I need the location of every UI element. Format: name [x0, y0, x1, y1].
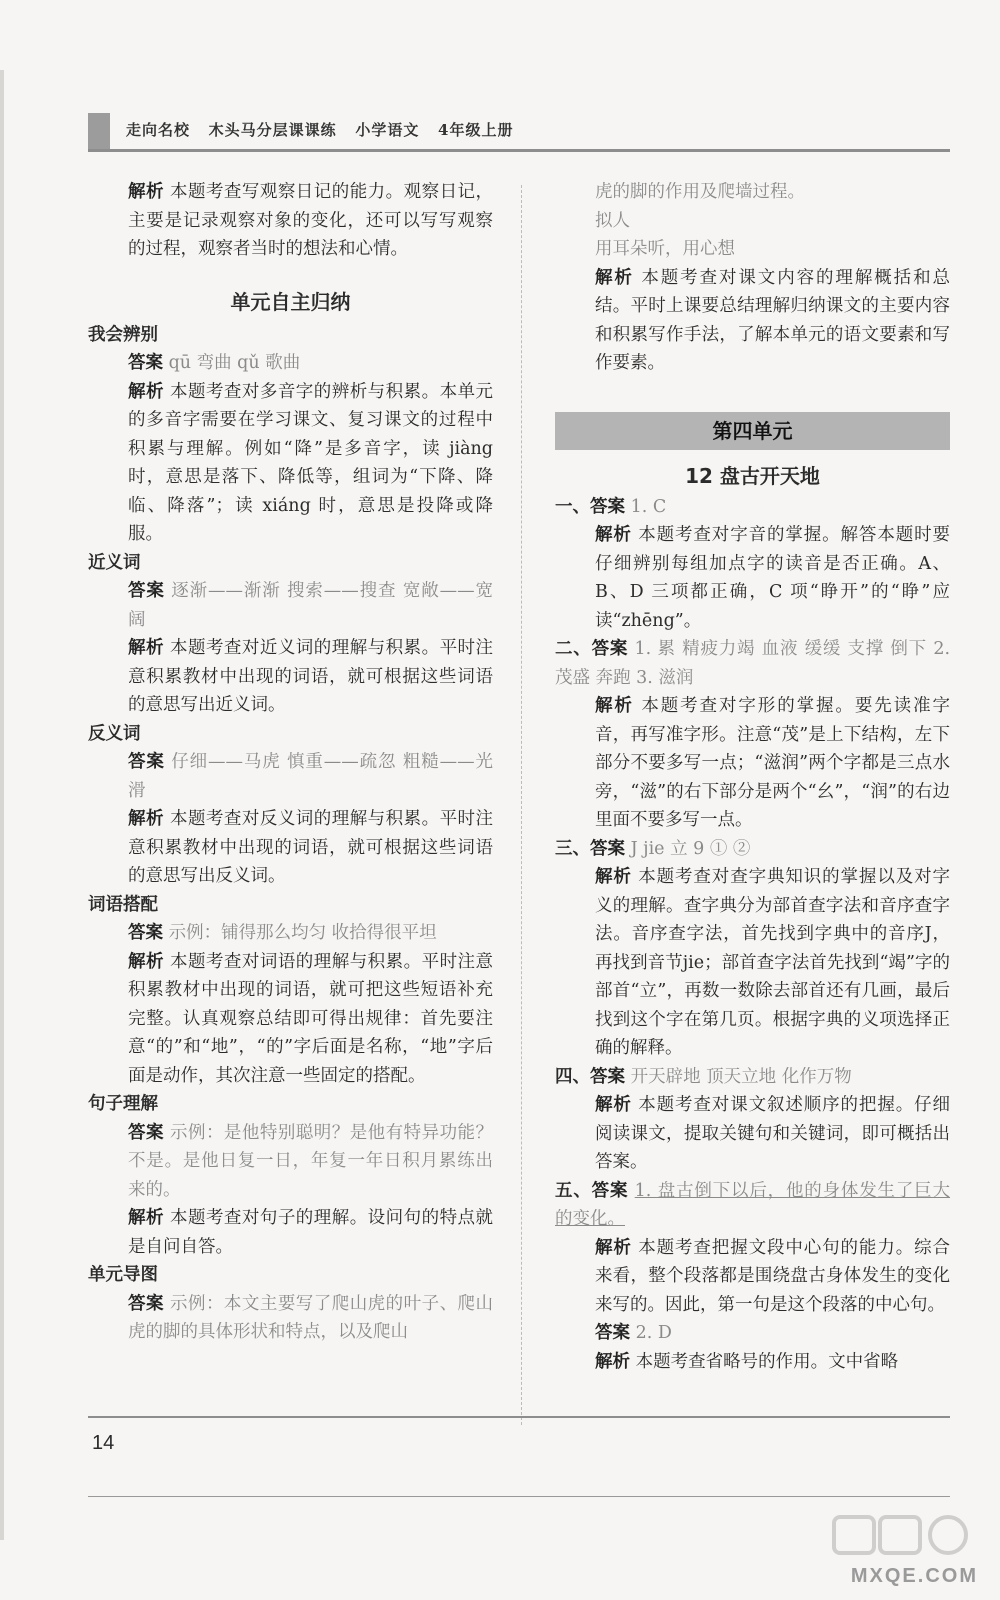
intro-paragraph	[88, 178, 493, 264]
section-title: 句子理解	[88, 1094, 158, 1114]
answer-line	[555, 635, 950, 692]
explanation-label: 解析	[128, 182, 164, 202]
explanation-text: 本题考查对近义词的理解与积累。平时注意积累教材中出现的词语，就可根据这些词语的意思写出近义词。	[128, 638, 494, 715]
explanation-text: 本题考查对字音的掌握。解答本题时要仔细辨别每组加点字的读音是否正确。A、B、D 三项都正确，C 项“睁开”的“睁”应读“zhēng”。	[595, 525, 950, 631]
question-number: 四、	[555, 1066, 590, 1087]
page-header	[88, 113, 950, 153]
lesson-title: 12 盘古开天地	[685, 463, 820, 488]
explanation-text: 本题考查对查字典知识的掌握以及对字义的理解。查字典分为部首查字法和音序查字法。音序查字法，首先找到字典中的音序J，再找到音节jie；部首查字法首先找到“竭”字的部首“立”，再数一数除去部首还有几画，最后找到这个字在第几页。根据字典的义项选择正确的解释。	[595, 867, 950, 1058]
answer-text: 1. 盘古倒下以后，他的身体发生了巨大的变化。	[555, 1180, 951, 1229]
answer-label: 答案	[591, 639, 629, 659]
question-number: 五、	[555, 1180, 592, 1201]
answer-text: 2. D	[635, 1323, 672, 1343]
answer-line	[555, 1177, 950, 1234]
answer-label: 答案	[128, 581, 165, 601]
left-column	[88, 178, 493, 1347]
explanation-text: 本题考查对课文内容的理解概括和总结。平时上课要总结理解归纳课文的主要内容和积累写作手法，了解本单元的语文要素和写作要素。	[595, 267, 950, 373]
answer-label: 答案	[590, 496, 625, 517]
answer-text: 示例：是他特别聪明？是他有特异功能？不是。是他日复一日，年复一年日积月累练出来的。	[128, 1122, 494, 1200]
header-title: 走向名校 木头马分层课课练 小学语文 4年级上册	[126, 121, 514, 139]
section-title: 反义词	[88, 723, 141, 744]
right-column	[555, 178, 950, 1376]
answer-label: 答案	[590, 1066, 625, 1087]
explanation-label: 解析	[128, 1208, 164, 1228]
answer-continuation: 虎的脚的作用及爬墙过程。	[595, 182, 805, 202]
unit-summary-title: 单元自主归纳	[230, 289, 351, 314]
answer-text: 示例：铺得那么均匀 收拾得很平坦	[168, 923, 437, 943]
explanation-paragraph	[555, 1234, 950, 1320]
explanation-label: 解析	[595, 867, 632, 887]
header-rule	[88, 149, 950, 152]
bottom-rule	[88, 1496, 950, 1497]
answer-line	[555, 1319, 950, 1348]
explanation-text: 本题考查对句子的理解。设问句的特点就是自问自答。	[128, 1208, 494, 1257]
explanation-paragraph	[555, 692, 950, 835]
answer-label: 答案	[590, 838, 625, 859]
explanation-label: 解析	[128, 809, 164, 829]
explanation-paragraph	[88, 805, 493, 891]
explanation-label: 解析	[595, 1237, 632, 1258]
explanation-label: 解析	[595, 696, 634, 716]
section-title: 单元导图	[88, 1265, 158, 1285]
explanation-label: 解析	[128, 638, 164, 658]
answer-text: J jie 立 9 ① ②	[630, 838, 751, 859]
column-divider	[521, 185, 522, 1425]
answer-text: qū 弯曲 qǔ 歌曲	[168, 353, 301, 373]
explanation-paragraph	[555, 863, 950, 1063]
section-title: 近义词	[88, 552, 141, 573]
explanation-paragraph	[555, 521, 950, 635]
header-marker	[88, 113, 110, 149]
answer-line	[88, 1290, 493, 1347]
answer-continuation: 用耳朵听，用心想	[595, 239, 735, 259]
answer-text: 1. 累 精疲力竭 血液 缓缓 支撑 倒下 2. 茂盛 奔跑 3. 滋润	[555, 639, 951, 688]
answer-line	[88, 748, 493, 805]
explanation-paragraph	[555, 1348, 950, 1377]
explanation-text: 本题考查对字形的掌握。要先读准字音，再写准字形。注意“茂”是上下结构，左下部分不要多写一点；“滋润”两个字都是三点水旁，“滋”的右下部分是两个“幺”，“润”的右边里面不要多写一点。	[595, 696, 950, 830]
explanation-text: 本题考查把握文段中心句的能力。综合来看，整个段落都是围绕盘古身体发生的变化来写的。因此，第一句是这个段落的中心句。	[595, 1237, 950, 1315]
explanation-paragraph	[555, 1091, 950, 1177]
explanation-paragraph	[88, 1204, 493, 1261]
answer-text: 逐渐——渐渐 搜索——搜查 宽敞——宽阔	[128, 581, 494, 630]
answer-label: 答案	[128, 752, 165, 772]
explanation-paragraph	[555, 264, 950, 378]
explanation-label: 解析	[128, 381, 164, 402]
question-number: 一、	[555, 496, 590, 517]
answer-text: 仔细——马虎 慎重——疏忽 粗糙——光滑	[128, 752, 494, 801]
answer-label: 答案	[591, 1180, 629, 1201]
answer-label: 答案	[595, 1323, 630, 1343]
answer-text: 1. C	[630, 496, 667, 517]
answer-label: 答案	[128, 353, 163, 373]
explanation-text: 本题考查对课文叙述顺序的把握。仔细阅读课文，提取关键句和关键词，即可概括出答案。	[595, 1095, 950, 1172]
explanation-paragraph	[88, 378, 493, 549]
explanation-text: 本题考查对反义词的理解与积累。平时注意积累教材中出现的词语，就可根据这些词语的意思写出反义词。	[128, 809, 494, 886]
question-number: 二、	[555, 639, 592, 659]
answer-text: 开天辟地 顶天立地 化作万物	[630, 1066, 852, 1087]
page-edge	[0, 70, 4, 1540]
answer-label: 答案	[128, 1293, 164, 1314]
explanation-text: 本题考查省略号的作用。文中省略	[635, 1351, 899, 1372]
answer-line	[555, 835, 950, 864]
explanation-text: 本题考查写观察日记的能力。观察日记，主要是记录观察对象的变化，还可以写写观察的过程，观察者当时的想法和心情。	[128, 182, 494, 259]
explanation-label: 解析	[595, 525, 632, 545]
answer-line	[555, 1063, 950, 1092]
explanation-paragraph	[88, 948, 493, 1091]
answer-label: 答案	[128, 923, 163, 943]
page-number: 14	[92, 1432, 115, 1454]
unit-banner: 第四单元	[555, 412, 950, 450]
question-number: 三、	[555, 838, 590, 859]
answer-text: 示例：本文主要写了爬山虎的叶子、爬山虎的脚的具体形状和特点，以及爬山	[128, 1293, 494, 1342]
section-title: 词语搭配	[88, 894, 158, 915]
answer-line	[88, 919, 493, 948]
explanation-label: 解析	[595, 1095, 632, 1115]
footer-rule	[88, 1416, 950, 1418]
answer-line	[555, 493, 950, 522]
answer-line	[88, 577, 493, 634]
answer-continuation: 拟人	[595, 210, 630, 231]
explanation-label: 解析	[128, 951, 164, 972]
watermark-text: MXQE.COM	[850, 1565, 978, 1587]
explanation-label: 解析	[595, 1351, 630, 1372]
section-title: 我会辨别	[88, 324, 158, 345]
answer-line	[88, 1119, 493, 1205]
explanation-paragraph	[88, 634, 493, 720]
explanation-text: 本题考查对词语的理解与积累。平时注意积累教材中出现的词语，就可把这些短语补充完整。认真观察总结即可得出规律：首先要注意“的”和“地”，“的”字后面是名称，“地”字后面是动作，其次注意一些固定的搭配。	[128, 951, 494, 1086]
explanation-text: 本题考查对多音字的辨析与积累。本单元的多音字需要在学习课文、复习课文的过程中积累与理解。例如“降”是多音字，读 jiàng 时，意思是落下、降低等，组词为“下降、降临、降落”；读 xiáng 时，意思是投降或降服。	[128, 381, 494, 544]
answer-line	[88, 349, 493, 378]
answer-label: 答案	[128, 1122, 164, 1143]
explanation-label: 解析	[595, 267, 634, 288]
